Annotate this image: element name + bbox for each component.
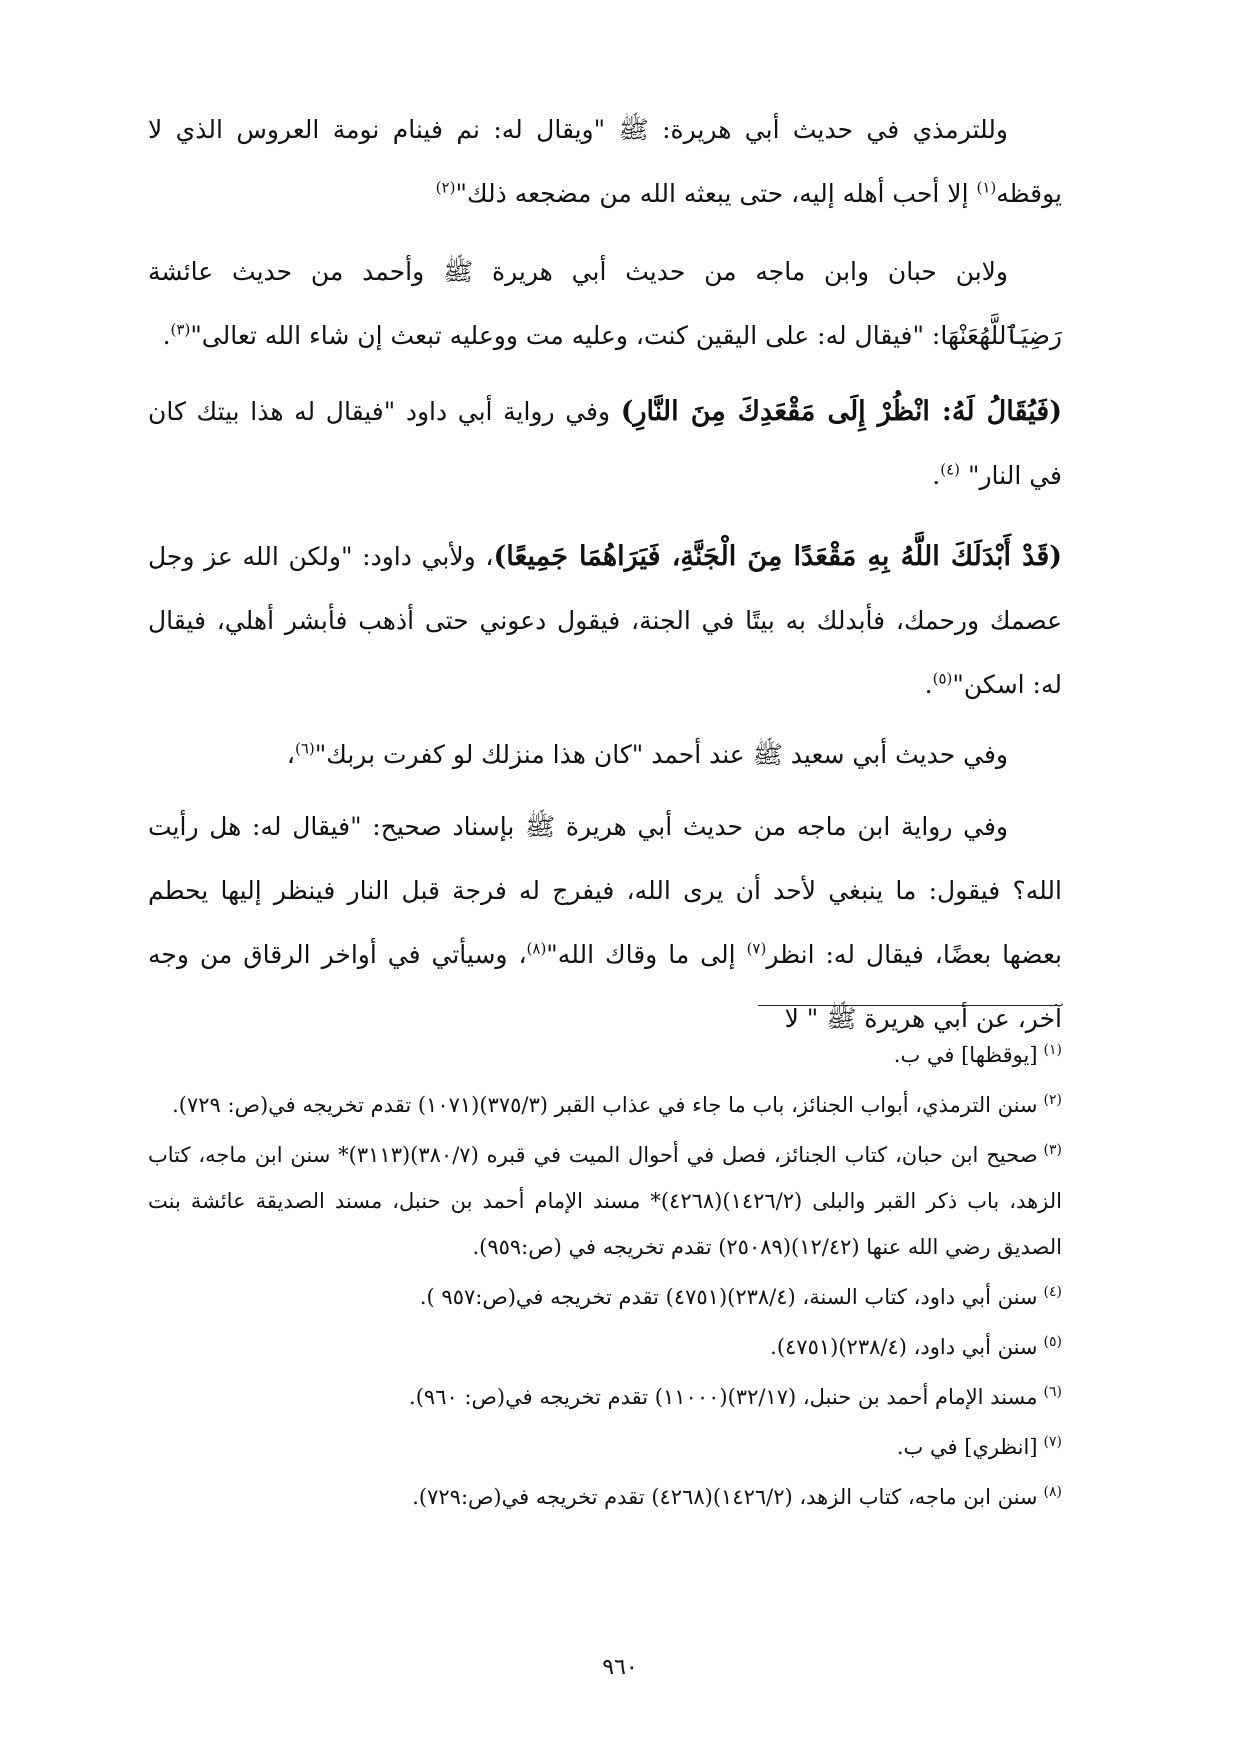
paragraph-text: وفي رواية ابن ماجه من حديث أبي هريرة ﷺ بإسناد صحيح: "فيقال له: هل رأيت الله؟ فيقول: ما ينبغي لأحد أن يرى الله، فيفرج له فرجة قبل النار فينظر إليها يحطم بعضها بعضًا، فيقال له: انظر bbox=[148, 812, 1062, 969]
footnote-ref: (٧) bbox=[746, 939, 767, 958]
paragraph-text: إلى ما وقاك الله" bbox=[546, 940, 747, 969]
body-paragraph-3 bbox=[148, 380, 1062, 508]
footnote-text: صحيح ابن حبان، كتاب الجنائز، فصل في أحوال الميت في قبره (٣٨٠/٧)(٣١١٣)* سنن ابن ماجه، كتاب الزهد، باب ذكر القبر والبلى (١٤٢٦/٢)(٤٢٦٨)* مسند الإمام أحمد بن حنبل، مسند الصديقة عائشة بنت الصديق رضي الله عنها (١٢/٤٢)(٢٥٠٨٩) تقدم تخريجه في (ص:٩٥٩). bbox=[148, 1143, 1062, 1259]
paragraph bbox=[148, 380, 1062, 508]
footnote-text: سنن ابن ماجه، كتاب الزهد، (١٤٢٦/٢)(٤٢٦٨) تقدم تخريجه في(ص:٧٢٩). bbox=[412, 1485, 1038, 1509]
paragraph-text: . bbox=[924, 670, 933, 699]
footnote bbox=[148, 1374, 1062, 1420]
paragraph-text: وفي حديث أبي سعيد ﷺ عند أحمد "كان هذا منزلك لو كفرت بربك" bbox=[314, 740, 1008, 769]
footnote bbox=[148, 1424, 1062, 1470]
footnote bbox=[148, 1274, 1062, 1320]
paragraph-text: ، ولأبي داود: "ولكن الله عز وجل عصمك ورحمك، فأبدلك به بيتًا في الجنة، فيقول دعوني حتى أذهب فأبشر أهلي، فيقال له: اسكن" bbox=[148, 542, 1062, 699]
paragraph bbox=[148, 98, 1062, 226]
footnote-text: [يوقظها] في ب. bbox=[893, 1043, 1038, 1067]
footnote-text: [انظري] في ب. bbox=[896, 1435, 1038, 1459]
footnote-ref: (٥) bbox=[932, 669, 953, 688]
page-number: ٩٦٠ bbox=[602, 1655, 638, 1680]
footnote-text: مسند الإمام أحمد بن حنبل، (٣٢/١٧)(١١٠٠٠) تقدم تخريجه في(ص: ٩٦٠). bbox=[409, 1385, 1038, 1409]
paragraph bbox=[148, 723, 1062, 787]
footnote-text: سنن أبي داود، (٢٣٨/٤)(٤٧٥١). bbox=[770, 1335, 1038, 1359]
footnote bbox=[148, 1474, 1062, 1520]
footnote bbox=[148, 1032, 1062, 1078]
footnote-number: (٥) bbox=[1043, 1334, 1062, 1350]
footnote-ref: (٢) bbox=[435, 178, 456, 197]
paragraph-text: إلا أحب أهله إليه، حتى يبعثه الله من مضجعه ذلك" bbox=[455, 179, 977, 208]
paragraph bbox=[148, 525, 1062, 717]
paragraph bbox=[148, 795, 1062, 1051]
paragraph-text: . bbox=[162, 321, 171, 350]
paragraph-text: ، وسيأتي في أواخر الرقاق من وجه آخر، عن أبي هريرة ﷺ " لا bbox=[148, 940, 1062, 1033]
footnote-text: سنن الترمذي، أبواب الجنائز، باب ما جاء في عذاب القبر (٣٧٥/٣)(١٠٧١) تقدم تخريجه في(ص: ٧٢٩). bbox=[172, 1093, 1038, 1117]
body-paragraph-4 bbox=[148, 525, 1062, 717]
footnote-ref: (٤) bbox=[940, 460, 961, 479]
footnote-ref: (٦) bbox=[295, 739, 315, 758]
footnote-ref: (٨) bbox=[526, 939, 547, 958]
quran-quote: (قَدْ أَبْدَلَكَ اللَّهُ بِهِ مَقْعَدًا مِنَ الْجَنَّةِ، فَيَرَاهُمَا جَمِيعًا) bbox=[493, 541, 1062, 572]
footnote-number: (٤) bbox=[1043, 1284, 1062, 1300]
footnote-number: (٨) bbox=[1043, 1484, 1062, 1500]
footnote-number: (٦) bbox=[1043, 1384, 1062, 1400]
body-paragraph-5 bbox=[148, 723, 1062, 787]
paragraph-text: . bbox=[932, 461, 941, 490]
footnote-number: (٧) bbox=[1043, 1434, 1062, 1450]
footnote-number: (١) bbox=[1043, 1042, 1062, 1058]
footnote bbox=[148, 1132, 1062, 1270]
footnote-number: (٣) bbox=[1043, 1142, 1062, 1158]
footnote-number: (٢) bbox=[1043, 1092, 1062, 1108]
footnote-ref: (١) bbox=[976, 178, 997, 197]
body-paragraph-1 bbox=[148, 98, 1062, 226]
paragraph-text: وفي رواية أبي داود "فيقال له هذا بيتك كان في النار" bbox=[148, 397, 1062, 490]
footnote-ref: (٣) bbox=[170, 320, 191, 339]
footnotes bbox=[148, 1032, 1062, 1524]
footnote-text: سنن أبي داود، كتاب السنة، (٢٣٨/٤)(٤٧٥١) تقدم تخريجه في(ص:٩٥٧ ). bbox=[419, 1285, 1038, 1309]
paragraph-text: وللترمذي في حديث أبي هريرة: ﷺ "ويقال له: نم فينام نومة العروس الذي لا يوقظه bbox=[148, 115, 1062, 208]
body-paragraph-2 bbox=[148, 240, 1062, 368]
footnote bbox=[148, 1082, 1062, 1128]
body-paragraph-6 bbox=[148, 795, 1062, 1051]
paragraph-text: ، bbox=[286, 740, 295, 769]
quran-quote: (فَيُقَالُ لَهُ: انْظُرْ إِلَى مَقْعَدِكَ مِنَ النَّارِ) bbox=[620, 396, 1062, 427]
paragraph bbox=[148, 240, 1062, 368]
footnote-separator bbox=[758, 1005, 1061, 1006]
footnote bbox=[148, 1324, 1062, 1370]
paragraph-text: ولابن حبان وابن ماجه من حديث أبي هريرة ﷺ وأحمد من حديث عائشة رَضِيَٱللَّهُعَنْهَا: "فيقال له: على اليقين كنت، وعليه مت ووعليه تبعث إن شاء الله تعالى" bbox=[148, 257, 1062, 350]
